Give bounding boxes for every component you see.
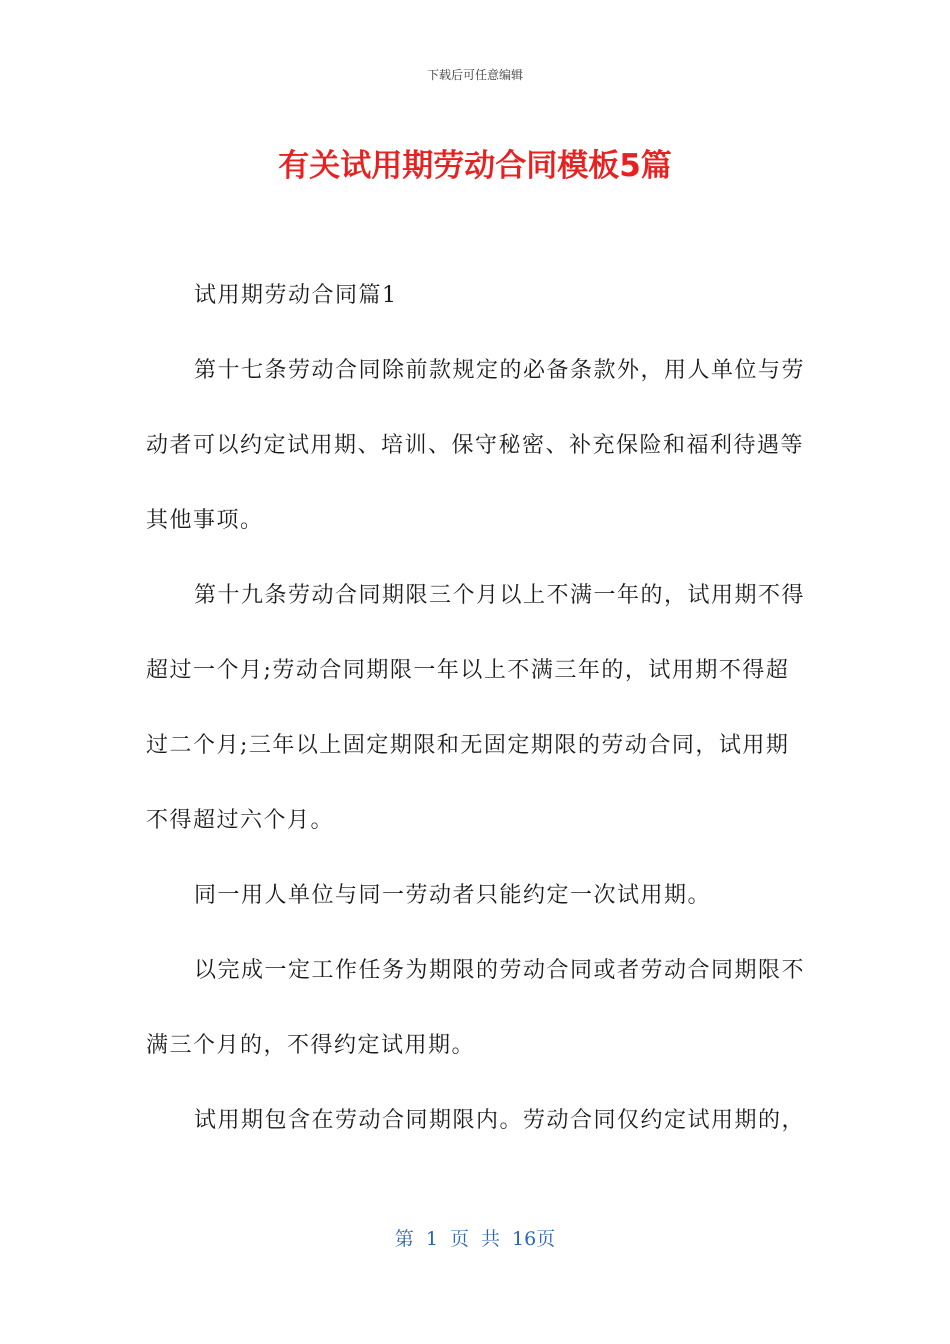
document-body — [146, 258, 806, 1158]
paragraph: 以完成一定工作任务为期限的劳动合同或者劳动合同期限不满三个月的，不得约定试用期。 — [146, 958, 806, 1058]
section-heading: 试用期劳动合同篇1 — [194, 283, 398, 308]
paragraph: 第十九条劳动合同期限三个月以上不满一年的，试用期不得超过一个月;劳动合同期限一年以上不满三年的，试用期不得超过二个月;三年以上固定期限和无固定期限的劳动合同，试用期不得超过六个月。 — [146, 583, 806, 833]
page-number: 第 1 页 共 16页 — [394, 1228, 556, 1250]
paragraph: 试用期包含在劳动合同期限内。劳动合同仅约定试用期的， — [194, 1108, 806, 1133]
paragraph: 第十七条劳动合同除前款规定的必备条款外，用人单位与劳动者可以约定试用期、培训、保守秘密、补充保险和福利待遇等其他事项。 — [146, 358, 806, 533]
document-title: 有关试用期劳动合同模板5篇 — [278, 148, 672, 184]
header-note: 下载后可任意编辑 — [426, 68, 523, 82]
paragraph: 同一用人单位与同一劳动者只能约定一次试用期。 — [194, 883, 712, 908]
